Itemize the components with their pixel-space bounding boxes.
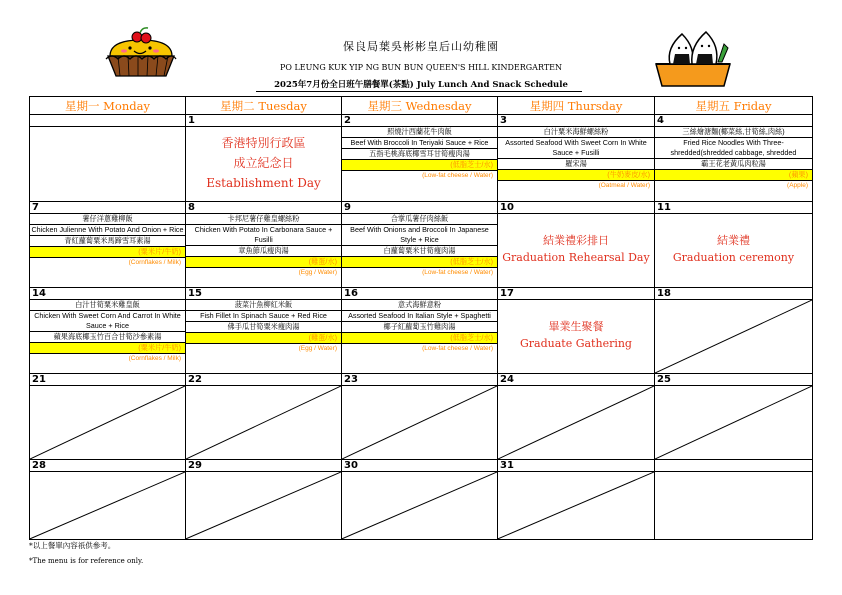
- date-number: 16: [342, 288, 497, 300]
- snack-zh: (低脂芝士/水): [342, 160, 497, 171]
- diagonal-line: [655, 386, 812, 459]
- date-number: 29: [186, 460, 341, 472]
- event-text: [498, 300, 654, 352]
- snack-zh: (雞蛋/水): [186, 257, 341, 268]
- date-number: 7: [30, 202, 185, 214]
- no-school-diagonal: [498, 386, 654, 459]
- date-number: 11: [655, 202, 812, 214]
- day-cell: [655, 374, 813, 460]
- event-text: [186, 127, 341, 193]
- date-number: 17: [498, 288, 654, 300]
- event-line: 結業禮: [717, 234, 750, 248]
- day-cell: [498, 202, 655, 288]
- diagonal-line: [30, 386, 185, 459]
- day-cell: [498, 460, 655, 540]
- date-number: 22: [186, 374, 341, 386]
- snack-zh: (低脂芝士/水): [342, 333, 497, 344]
- day-cell: [342, 202, 498, 288]
- weekday-header-row: [30, 97, 813, 115]
- date-number: 21: [30, 374, 185, 386]
- lunch-dish-en: Assorted Seafood With Sweet Corn In White Sauce + Fusilli: [498, 138, 654, 159]
- diagonal-line: [186, 472, 341, 539]
- day-cell: [655, 115, 813, 202]
- soup-zh: 青紅蘿蔔粟米馬蹄雪耳素湯: [30, 236, 185, 247]
- lunch-dish-en: Beef With Broccoli In Teriyaki Sauce + Rice: [342, 138, 497, 149]
- weekday-header: 星期三 Wednesday: [342, 97, 498, 115]
- date-number: 3: [498, 115, 654, 127]
- date-number: [30, 115, 185, 127]
- menu-block: [342, 300, 497, 354]
- soup-zh: 章魚節瓜瘦肉湯: [186, 246, 341, 257]
- event-line: Establishment Day: [206, 176, 321, 190]
- diagonal-line: [498, 386, 654, 459]
- no-school-diagonal: [186, 472, 341, 539]
- menu-block: [498, 127, 654, 191]
- day-cell: [30, 115, 186, 202]
- snack-en: (Egg / Water): [298, 345, 337, 353]
- diagonal-line: [342, 386, 497, 459]
- menu-block: [186, 214, 341, 278]
- snack-en: (Low-fat cheese / Water): [422, 172, 493, 179]
- date-number: 18: [655, 288, 812, 300]
- soup-zh: 五指毛桃海底椰雪耳甘筍瘦肉湯: [342, 149, 497, 160]
- diagonal-line: [342, 472, 497, 539]
- no-school-diagonal: [342, 472, 497, 539]
- diagonal-line: [186, 386, 341, 459]
- week-row: [30, 288, 813, 374]
- soup-zh: 白蘿蔔粟米甘筍瘦肉湯: [342, 246, 497, 257]
- title-underline: [256, 91, 582, 92]
- day-cell: [30, 374, 186, 460]
- day-cell: [655, 460, 813, 540]
- lunch-dish-zh: 菠菜汁魚柳紅米飯: [186, 300, 341, 311]
- weekday-header: 星期五 Friday: [655, 97, 813, 115]
- date-number: 10: [498, 202, 654, 214]
- no-school-diagonal: [655, 300, 812, 373]
- day-cell: [30, 460, 186, 540]
- school-name-zh: 保良局葉吳彬彬皇后山幼稚園: [343, 40, 499, 53]
- menu-block: [342, 214, 497, 278]
- date-number: 8: [186, 202, 341, 214]
- day-cell: [342, 115, 498, 202]
- snack-zh: (粟米片/牛奶): [30, 343, 185, 354]
- footer-note-en: *The menu is for reference only.: [29, 557, 144, 565]
- day-cell: [186, 374, 342, 460]
- lunch-dish-en: Chicken With Sweet Corn And Carrot In White Sauce + Rice: [30, 311, 185, 332]
- date-number: 14: [30, 288, 185, 300]
- date-number: 25: [655, 374, 812, 386]
- soup-zh: 椰子紅蘿蔔玉竹雞肉湯: [342, 322, 497, 333]
- lunch-dish-zh: 卡邦尼薯仔雞皇螺絲粉: [186, 214, 341, 225]
- school-name-en: PO LEUNG KUK YIP NG BUN BUN QUEEN'S HILL KINDERGARTEN: [279, 63, 563, 72]
- snack-en: (Cornflakes / Milk): [128, 355, 181, 363]
- date-number: 2: [342, 115, 497, 127]
- snack-en: (Oatmeal / Water): [598, 182, 650, 189]
- event-line: Graduation Rehearsal Day: [502, 251, 650, 265]
- no-school-diagonal: [342, 386, 497, 459]
- snack-en: (Low-fat cheese / Water): [422, 269, 493, 277]
- day-cell: [30, 202, 186, 288]
- weekday-header: 星期二 Tuesday: [186, 97, 342, 115]
- lunch-dish-zh: 意式海鮮意粉: [342, 300, 497, 311]
- date-number: 15: [186, 288, 341, 300]
- lunch-dish-zh: 照燒汁西蘭花牛肉飯: [342, 127, 497, 138]
- lunch-dish-en: Assorted Seafood In Italian Style + Spaghetti: [342, 311, 497, 322]
- no-school-diagonal: [655, 386, 812, 459]
- snack-zh: (牛奶麥皮/水): [498, 170, 654, 181]
- cake-icon: [104, 26, 178, 86]
- week-row: [30, 374, 813, 460]
- day-cell: [186, 202, 342, 288]
- day-cell: [30, 288, 186, 374]
- date-number: 23: [342, 374, 497, 386]
- lunch-dish-zh: 白汁甘筍粟米雞皇飯: [30, 300, 185, 311]
- calendar-body: [30, 115, 813, 540]
- snack-en: (Apple): [787, 182, 808, 189]
- no-school-diagonal: [498, 472, 654, 539]
- lunch-dish-zh: 三絲燴溏麵(椰菜絲,甘筍絲,肉絲): [655, 127, 812, 138]
- day-cell: [186, 288, 342, 374]
- date-number: 30: [342, 460, 497, 472]
- event-text: [655, 214, 812, 266]
- snack-en: (Egg / Water): [298, 269, 337, 277]
- day-cell: [498, 288, 655, 374]
- soup-zh: 佛手瓜甘筍粟米瘦肉湯: [186, 322, 341, 333]
- date-number: 4: [655, 115, 812, 127]
- week-row: [30, 460, 813, 540]
- menu-block: [655, 127, 812, 191]
- lunch-dish-en: Chicken With Potato In Carbonara Sauce + Fusilli: [186, 225, 341, 246]
- snack-zh: (蘋果): [655, 170, 812, 181]
- lunch-dish-zh: 白汁粟米海鮮螺絲粉: [498, 127, 654, 138]
- weekday-header: 星期四 Thursday: [498, 97, 655, 115]
- soup-zh: 羅宋湯: [498, 159, 654, 170]
- day-cell: [186, 460, 342, 540]
- day-cell: [342, 460, 498, 540]
- week-row: [30, 115, 813, 202]
- schedule-title: 2025年7月份全日班午膳餐單(茶點) July Lunch And Snack Schedule: [274, 80, 568, 90]
- footer-note-zh: *以上餐單內容祇供參考。: [29, 541, 116, 550]
- menu-block: [30, 300, 185, 364]
- snack-zh: (低脂芝士/水): [342, 257, 497, 268]
- no-school-diagonal: [30, 386, 185, 459]
- week-row: [30, 202, 813, 288]
- day-cell: [498, 374, 655, 460]
- date-number: [655, 460, 812, 472]
- snack-zh: (粟米片/牛奶): [30, 247, 185, 258]
- snack-en: (Low-fat cheese / Water): [422, 345, 493, 353]
- menu-block: [342, 127, 497, 181]
- day-cell: [342, 288, 498, 374]
- event-line: 畢業生聚餐: [548, 320, 604, 334]
- diagonal-line: [30, 472, 185, 539]
- diagonal-line: [655, 300, 812, 373]
- lunch-dish-en: Chicken Julienne With Potato And Onion + Rice: [31, 225, 184, 235]
- no-school-diagonal: [30, 472, 185, 539]
- menu-block: [30, 214, 185, 268]
- day-cell: [655, 202, 813, 288]
- date-number: 24: [498, 374, 654, 386]
- lunch-dish-en: Fried Rice Noodles With Three-shredded(shredded cabbage, shredded: [655, 138, 812, 159]
- event-line: Graduate Gathering: [520, 337, 632, 351]
- lunch-dish-zh: 薯仔洋蔥雞柳飯: [30, 214, 185, 225]
- day-cell: [498, 115, 655, 202]
- date-number: 9: [342, 202, 497, 214]
- weekday-header: 星期一 Monday: [30, 97, 186, 115]
- day-cell: [655, 288, 813, 374]
- event-line: Graduation ceremony: [672, 251, 795, 265]
- soup-zh: 霸王花老黃瓜肉粒湯: [655, 159, 812, 170]
- event-text: [498, 214, 654, 266]
- date-number: 1: [186, 115, 341, 127]
- soup-zh: 蘋果海底椰玉竹百合甘筍沙參素湯: [30, 332, 185, 343]
- date-number: 28: [30, 460, 185, 472]
- event-line: 成立紀念日: [233, 156, 294, 170]
- diagonal-line: [498, 472, 654, 539]
- menu-block: [186, 300, 341, 354]
- event-line: 香港特別行政區: [221, 136, 306, 150]
- lunch-calendar: [29, 96, 813, 540]
- date-number: 31: [498, 460, 654, 472]
- lunch-dish-en: Beef With Onions and Broccoli In Japanese Style + Rice: [342, 225, 497, 246]
- day-cell: [186, 115, 342, 202]
- lunch-dish-zh: 合掌瓜薯仔肉絲飯: [342, 214, 497, 225]
- snack-zh: (雞蛋/水): [186, 333, 341, 344]
- day-cell: [342, 374, 498, 460]
- no-school-diagonal: [186, 386, 341, 459]
- event-line: 結業禮彩排日: [543, 234, 609, 248]
- snack-en: (Cornflakes / Milk): [128, 259, 181, 267]
- lunch-dish-en: Fish Fillet In Spinach Sauce + Red Rice: [186, 311, 341, 322]
